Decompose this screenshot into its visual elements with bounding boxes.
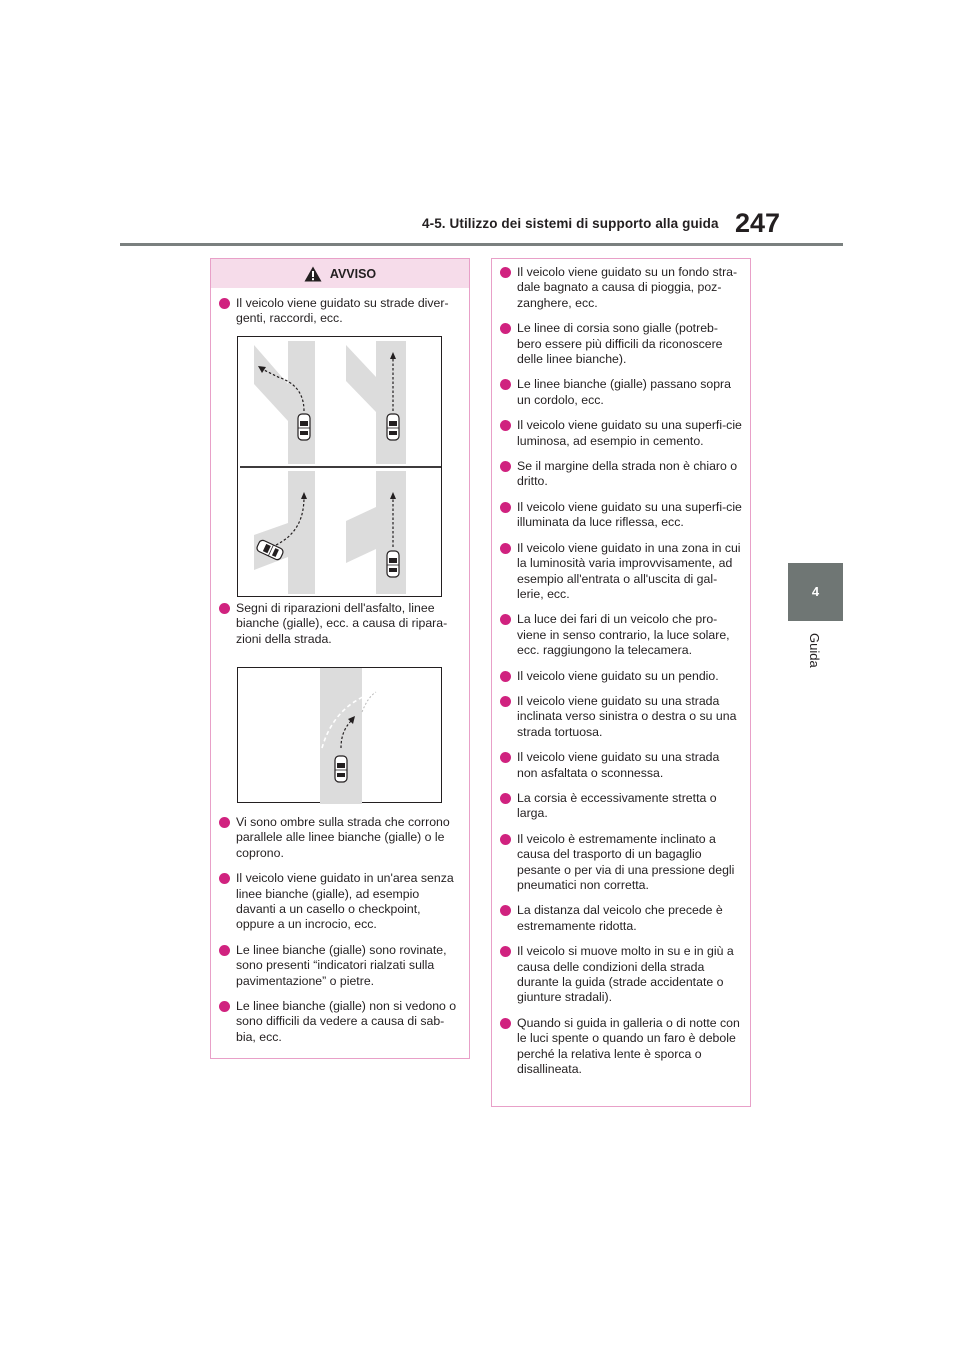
diverging-roads-illustration [238,337,443,598]
warning-list-2 [211,601,469,657]
list-item: Il veicolo viene guidato in un'area senza linee bianche (gialle), ad esempio davanti a un casello o checkpoint, oppure a un incrocio, ecc. [219,871,461,933]
bullet-icon [500,696,511,707]
list-item: Vi sono ombre sulla strada che corrono parallele alle linee bianche (gialle) o le coprono. [219,815,461,861]
list-item: Il veicolo viene guidato su strade diver-genti, raccordi, ecc. [219,296,461,327]
road-repair-figure [237,667,442,803]
bullet-icon [219,1001,230,1012]
bullet-icon [219,817,230,828]
list-item: Il veicolo viene guidato su un pendio. [500,669,742,684]
warning-title: AVVISO [329,266,377,281]
top-right-diagram [346,341,406,464]
list-item: Il veicolo si muove molto in su e in giù a causa delle condizioni della strada durante la guida (strade accidentate o giunture stradali). [500,944,742,1006]
list-item: La distanza dal veicolo che precede è estremamente ridotta. [500,903,742,934]
warning-list-1 [211,296,469,327]
bullet-icon [500,905,511,916]
list-item: Le linee bianche (gialle) sono rovinate, sono presenti “indicatori rialzati sulla pavimentazione” o pietre. [219,943,461,989]
bullet-icon [500,946,511,957]
bottom-right-diagram [346,471,406,594]
road-repair-illustration [238,668,443,804]
bullet-icon [500,502,511,513]
list-item: Il veicolo viene guidato su un fondo stra-dale bagnato a causa di pioggia, poz-zanghere, ecc. [500,265,742,311]
list-item: Le linee bianche (gialle) non si vedono o sono difficili da vedere a causa di sab-bia, ecc. [219,999,461,1045]
chapter-label: Guida [807,633,822,668]
top-left-diagram [254,341,315,464]
section-title: 4-5. Utilizzo dei sistemi di supporto alla guida [422,216,719,231]
list-item: Quando si guida in galleria o di notte con le luci spente o quando un faro è debole perché la relativa lente è sporca o disallineata. [500,1016,742,1078]
bullet-icon [219,603,230,614]
list-item: La luce dei fari di un veicolo che pro-viene in senso contrario, la luce solare, ecc. raggiungono la telecamera. [500,612,742,658]
bullet-icon [500,461,511,472]
list-item: Il veicolo viene guidato su una superfi-cie illuminata da luce riflessa, ecc. [500,500,742,531]
bullet-icon [500,543,511,554]
list-item: Il veicolo viene guidato in una zona in cui la luminosità varia improvvisamente, ad esempio all'entrata o all'uscita di gal-lerie, ecc. [500,541,742,603]
warning-header [211,259,469,288]
list-item: Se il margine della strada non è chiaro o dritto. [500,459,742,490]
bullet-icon [500,323,511,334]
bullet-icon [219,945,230,956]
page-number: 247 [735,208,781,238]
bullet-icon [500,793,511,804]
warning-list-3 [211,815,469,1055]
bullet-icon [500,834,511,845]
bullet-icon [500,267,511,278]
bullet-icon [500,671,511,682]
bullet-icon [219,298,230,309]
header-rule [120,243,843,246]
bullet-icon [500,379,511,390]
list-item: Le linee bianche (gialle) passano sopra un cordolo, ecc. [500,377,742,408]
bullet-icon [500,614,511,625]
bottom-left-diagram [254,471,315,594]
bullet-icon [219,873,230,884]
list-item: Il veicolo viene guidato su una strada non asfaltata o sconnessa. [500,750,742,781]
list-item: Il veicolo è estremamente inclinato a causa del trasporto di un bagaglio pesante o per via di una pressione degli pneumatici non corretta. [500,832,742,894]
diverging-roads-figure [237,336,442,597]
warning-triangle-icon [304,266,322,282]
bullet-icon [500,420,511,431]
conditions-box [491,258,751,1107]
bullet-icon [500,752,511,763]
bullet-icon [500,1018,511,1029]
conditions-list [492,259,750,1077]
list-item: La corsia è eccessivamente stretta o larga. [500,791,742,822]
list-item: Il veicolo viene guidato su una superfi-cie luminosa, ad esempio in cemento. [500,418,742,449]
list-item: Il veicolo viene guidato su una strada inclinata verso sinistra o destra o su una strada tortuosa. [500,694,742,740]
list-item: Segni di riparazioni dell'asfalto, linee bianche (gialle), ecc. a causa di ripara-zioni della strada. [219,601,461,647]
list-item: Le linee di corsia sono gialle (potreb-bero essere più difficili da riconoscere delle linee bianche). [500,321,742,367]
chapter-tab: 4 [788,563,843,621]
